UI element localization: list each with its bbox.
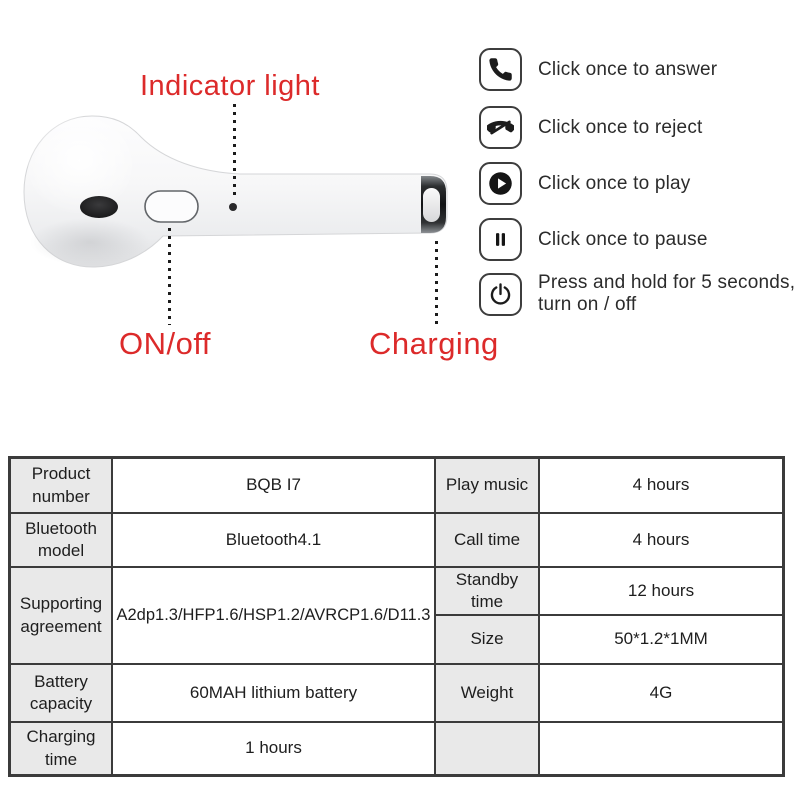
power-icon xyxy=(479,273,522,316)
spec-label-bluetooth-model: Bluetooth model xyxy=(10,513,112,567)
instruction-line: Click once to reject xyxy=(538,116,703,138)
indicator-pointer-line xyxy=(233,104,236,196)
spec-value-battery-capacity: 60MAH lithium battery xyxy=(112,664,435,722)
instruction-text xyxy=(538,272,795,316)
spec-table xyxy=(8,456,785,777)
earbud-highlight xyxy=(28,117,132,213)
phone-reject-icon xyxy=(479,106,522,149)
instruction-line: Click once to play xyxy=(538,172,691,194)
instruction-text xyxy=(538,173,691,195)
spec-value-size: 50*1.2*1MM xyxy=(539,615,783,664)
spec-value-charging-time: 1 hours xyxy=(112,722,435,775)
spec-label-supporting-agreement: Supporting agreement xyxy=(10,567,112,664)
spec-label-charging-time: Charging time xyxy=(10,722,112,775)
instruction-text xyxy=(538,229,708,251)
instruction-item-power xyxy=(479,272,795,316)
pause-icon xyxy=(479,218,522,261)
onoff-label: ON/off xyxy=(119,326,212,361)
instruction-item-play xyxy=(479,162,691,205)
instruction-line: Click once to pause xyxy=(538,228,708,250)
instruction-line: Click once to answer xyxy=(538,58,718,80)
spec-label-battery-capacity: Battery capacity xyxy=(10,664,112,722)
charging-label: Charging xyxy=(369,326,499,361)
spec-label-standby-time: Standby time xyxy=(435,567,539,615)
instruction-text xyxy=(538,117,703,139)
spec-label-size: Size xyxy=(435,615,539,664)
indicator-led xyxy=(229,203,237,211)
spec-value-weight: 4G xyxy=(539,664,783,722)
spec-label-empty xyxy=(435,722,539,775)
power-button xyxy=(145,191,198,222)
spec-value-standby-time: 12 hours xyxy=(539,567,783,615)
spec-value-play-music: 4 hours xyxy=(539,458,783,513)
earbud-shadow xyxy=(30,218,150,266)
spec-value-product-number: BQB I7 xyxy=(112,458,435,513)
instruction-line: Press and hold for 5 seconds, xyxy=(538,272,796,293)
spec-label-play-music: Play music xyxy=(435,458,539,513)
play-icon xyxy=(479,162,522,205)
instruction-line: turn on / off xyxy=(538,294,637,315)
spec-value-call-time: 4 hours xyxy=(539,513,783,567)
instruction-text xyxy=(538,59,717,81)
spec-label-product-number: Product number xyxy=(10,458,112,513)
spec-value-bluetooth-model: Bluetooth4.1 xyxy=(112,513,435,567)
spec-label-weight: Weight xyxy=(435,664,539,722)
instruction-item-pause xyxy=(479,218,708,261)
charging-port-contact xyxy=(423,188,440,222)
spec-value-empty xyxy=(539,722,783,775)
phone-answer-icon xyxy=(479,48,522,91)
speaker-grille xyxy=(80,196,118,218)
spec-label-call-time: Call time xyxy=(435,513,539,567)
instruction-item-answer xyxy=(479,48,717,91)
charging-pointer-line xyxy=(435,241,438,325)
instruction-item-reject xyxy=(479,106,703,149)
spec-value-supporting-agreement: A2dp1.3/HFP1.6/HSP1.2/AVRCP1.6/D11.3 xyxy=(112,567,435,664)
onoff-pointer-line xyxy=(168,228,171,325)
indicator-light-label: Indicator light xyxy=(140,70,320,102)
